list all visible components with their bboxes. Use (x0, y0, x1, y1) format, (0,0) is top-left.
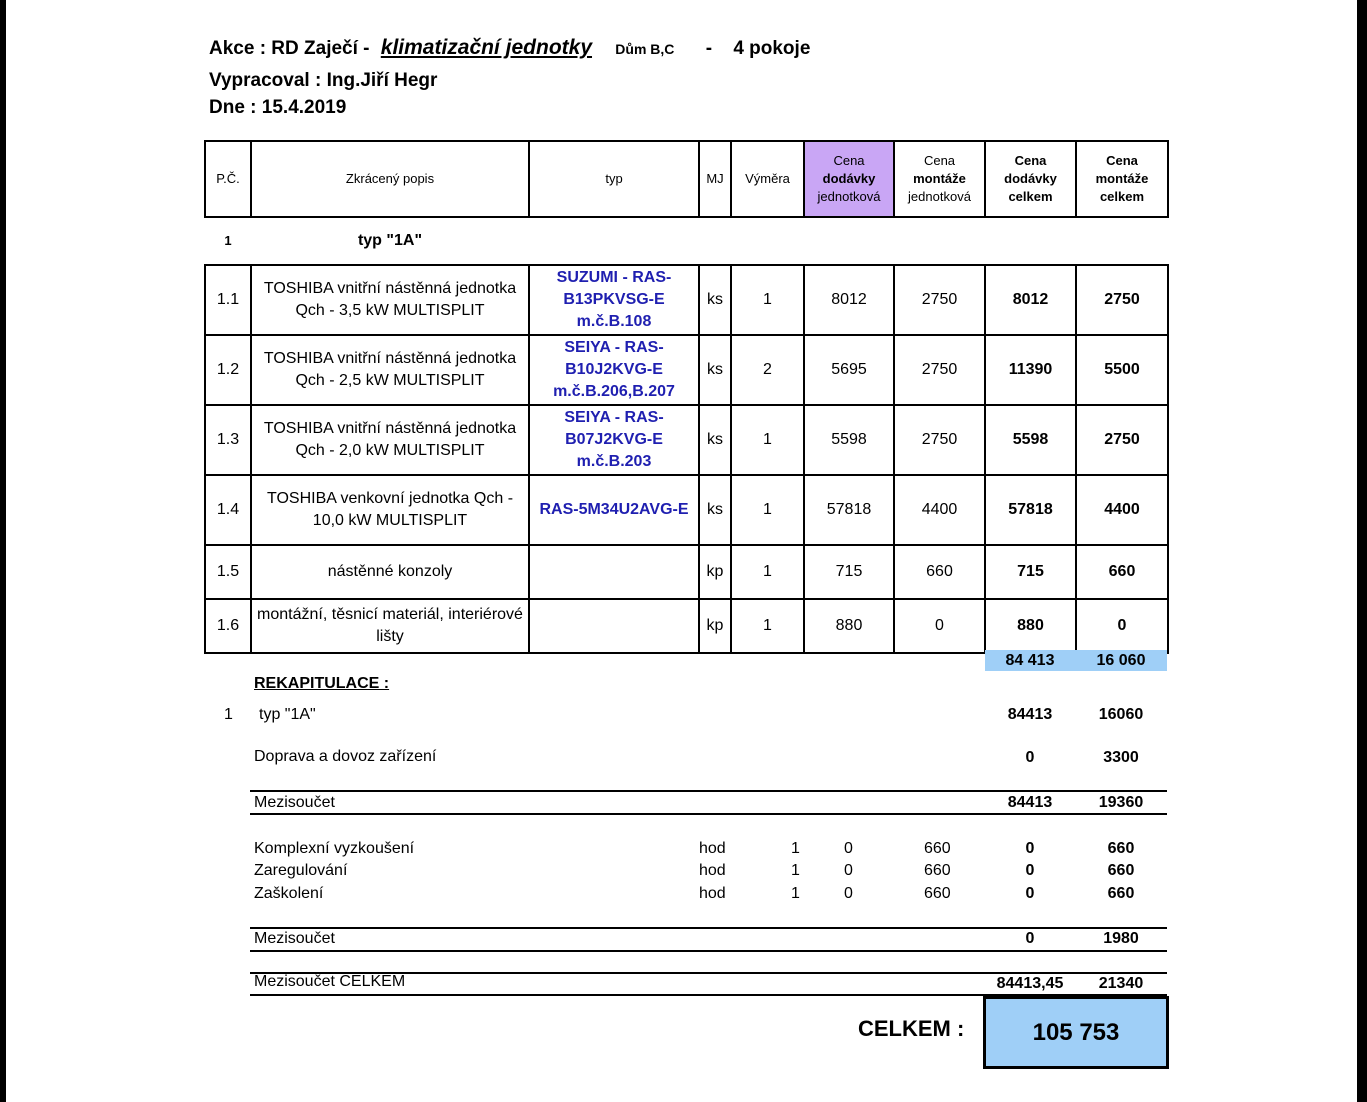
table-row (205, 599, 1168, 653)
service-supply: 0 (1025, 862, 1035, 879)
item-desc: TOSHIBA vnitřní nástěnná jednotka Qch - 2,5 kW MULTISPLIT (251, 335, 529, 405)
item-typ (529, 599, 699, 653)
items-table (204, 140, 1169, 654)
item-pc: 1.1 (205, 265, 251, 335)
item-pc: 1.2 (205, 335, 251, 405)
transport-install: 3300 (1103, 749, 1139, 766)
item-qty: 1 (731, 405, 804, 475)
service-unit-supply: 0 (844, 885, 853, 902)
item-mj: ks (699, 265, 731, 335)
grand-total-label: CELKEM : (858, 1016, 965, 1041)
transport-supply: 0 (1025, 749, 1035, 766)
service-qty: 1 (791, 885, 800, 902)
subtotal-total-install: 21340 (1098, 975, 1144, 992)
item-total-supply: 5598 (985, 405, 1076, 475)
col-pc: P.Č. (205, 141, 251, 217)
service-mj: hod (699, 862, 726, 879)
document-title: klimatizační jednotky (380, 36, 593, 59)
item-unit-supply: 57818 (804, 475, 894, 545)
item-qty: 1 (731, 265, 804, 335)
item-pc: 1.3 (205, 405, 251, 475)
item-pc: 1.5 (205, 545, 251, 599)
date-line: Dne : 15.4.2019 (209, 97, 347, 118)
item-unit-supply: 715 (804, 545, 894, 599)
subtotal-total-supply: 84413,45 (996, 975, 1064, 992)
item-total-install: 2750 (1076, 265, 1168, 335)
divider (250, 813, 1167, 815)
item-qty: 2 (731, 335, 804, 405)
recap-line1-install: 16060 (1098, 706, 1144, 723)
table-row (205, 405, 1168, 475)
sum-supply: 84 413 (985, 650, 1075, 671)
item-unit-install: 2750 (894, 335, 985, 405)
item-total-supply: 715 (985, 545, 1076, 599)
item-total-install: 5500 (1076, 335, 1168, 405)
service-label: Komplexní vyzkoušení (254, 840, 415, 857)
item-total-supply: 11390 (985, 335, 1076, 405)
service-unit-supply: 0 (844, 840, 853, 857)
service-qty: 1 (791, 840, 800, 857)
item-unit-install: 4400 (894, 475, 985, 545)
col-total-install: Cena montáže celkem (1076, 141, 1168, 217)
service-install: 660 (1107, 885, 1135, 902)
service-supply: 0 (1025, 885, 1035, 902)
subtotal1-supply: 84413 (1007, 794, 1053, 811)
item-pc: 1.4 (205, 475, 251, 545)
item-qty: 1 (731, 475, 804, 545)
item-typ: SEIYA - RAS-B10J2KVG-E m.č.B.206,B.207 (529, 335, 699, 405)
item-unit-install: 2750 (894, 405, 985, 475)
recap-heading: REKAPITULACE : (254, 675, 390, 692)
recap-line1-no: 1 (224, 706, 233, 723)
item-desc: nástěnné konzoly (251, 545, 529, 599)
item-total-install: 660 (1076, 545, 1168, 599)
service-label: Zaregulování (254, 862, 348, 879)
service-install: 660 (1107, 862, 1135, 879)
document-page (6, 0, 1357, 1102)
col-total-supply: Cena dodávky celkem (985, 141, 1076, 217)
item-desc: montážní, těsnicí materiál, interiérové lišty (251, 599, 529, 653)
sum-install: 16 060 (1075, 650, 1167, 671)
col-typ: typ (529, 141, 699, 217)
item-mj: ks (699, 335, 731, 405)
subtotal1-label: Mezisoučet (254, 794, 335, 811)
col-desc: Zkrácený popis (251, 141, 529, 217)
item-mj: ks (699, 475, 731, 545)
col-unit-supply: Cena dodávky jednotková (804, 141, 894, 217)
item-desc: TOSHIBA vnitřní nástěnná jednotka Qch - 3,5 kW MULTISPLIT (251, 265, 529, 335)
item-unit-install: 660 (894, 545, 985, 599)
col-qty: Výměra (731, 141, 804, 217)
akce-prefix: Akce : RD Zaječí - (209, 38, 370, 59)
item-desc: TOSHIBA vnitřní nástěnná jednotka Qch - 2,0 kW MULTISPLIT (251, 405, 529, 475)
subtotal2-supply: 0 (1025, 930, 1035, 947)
service-unit-install: 660 (924, 862, 951, 879)
item-mj: ks (699, 405, 731, 475)
item-total-supply: 57818 (985, 475, 1076, 545)
item-typ: RAS-5M34U2AVG-E (529, 475, 699, 545)
item-unit-install: 0 (894, 599, 985, 653)
header-dash: - (705, 38, 713, 59)
item-total-supply: 8012 (985, 265, 1076, 335)
item-unit-supply: 880 (804, 599, 894, 653)
table-row (205, 335, 1168, 405)
item-total-supply: 880 (985, 599, 1076, 653)
item-desc: TOSHIBA venkovní jednotka Qch - 10,0 kW MULTISPLIT (251, 475, 529, 545)
service-label: Zaškolení (254, 885, 324, 902)
item-total-install: 2750 (1076, 405, 1168, 475)
house-label: Dům B,C (615, 41, 675, 57)
item-mj: kp (699, 545, 731, 599)
subtotal2-label: Mezisoučet (254, 930, 335, 947)
section-row (205, 217, 1168, 265)
item-unit-supply: 8012 (804, 265, 894, 335)
service-qty: 1 (791, 862, 800, 879)
item-pc: 1.6 (205, 599, 251, 653)
col-mj: MJ (699, 141, 731, 217)
grand-total-value: 105 753 (983, 996, 1169, 1069)
item-qty: 1 (731, 599, 804, 653)
author-line: Vypracoval : Ing.Jiří Hegr (209, 70, 438, 91)
service-unit-supply: 0 (844, 862, 853, 879)
service-install: 660 (1107, 840, 1135, 857)
service-unit-install: 660 (924, 840, 951, 857)
item-total-install: 0 (1076, 599, 1168, 653)
transport-label: Doprava a dovoz zařízení (254, 748, 437, 765)
item-unit-install: 2750 (894, 265, 985, 335)
divider (250, 950, 1167, 952)
recap-line1-supply: 84413 (1007, 706, 1053, 723)
section-title: typ "1A" (251, 217, 529, 265)
table-row (205, 475, 1168, 545)
service-mj: hod (699, 840, 726, 857)
item-total-install: 4400 (1076, 475, 1168, 545)
divider (250, 790, 1167, 792)
item-typ: SEIYA - RAS-B07J2KVG-E m.č.B.203 (529, 405, 699, 475)
table-row (205, 545, 1168, 599)
service-mj: hod (699, 885, 726, 902)
item-typ: SUZUMI - RAS-B13PKVSG-E m.č.B.108 (529, 265, 699, 335)
section-no: 1 (205, 217, 251, 265)
col-unit-install: Cena montáže jednotková (894, 141, 985, 217)
item-mj: kp (699, 599, 731, 653)
item-unit-supply: 5695 (804, 335, 894, 405)
service-supply: 0 (1025, 840, 1035, 857)
header-line-1 (209, 36, 810, 60)
item-typ (529, 545, 699, 599)
subtotal2-install: 1980 (1103, 930, 1139, 947)
rooms-label: 4 pokoje (733, 38, 811, 59)
service-unit-install: 660 (924, 885, 951, 902)
subtotal1-install: 19360 (1098, 794, 1144, 811)
subtotal-total-label: Mezisoučet CELKEM (254, 973, 406, 990)
table-row (205, 265, 1168, 335)
item-unit-supply: 5598 (804, 405, 894, 475)
item-qty: 1 (731, 545, 804, 599)
table-header-row (205, 141, 1168, 217)
recap-line1-label: typ "1A" (259, 706, 316, 723)
